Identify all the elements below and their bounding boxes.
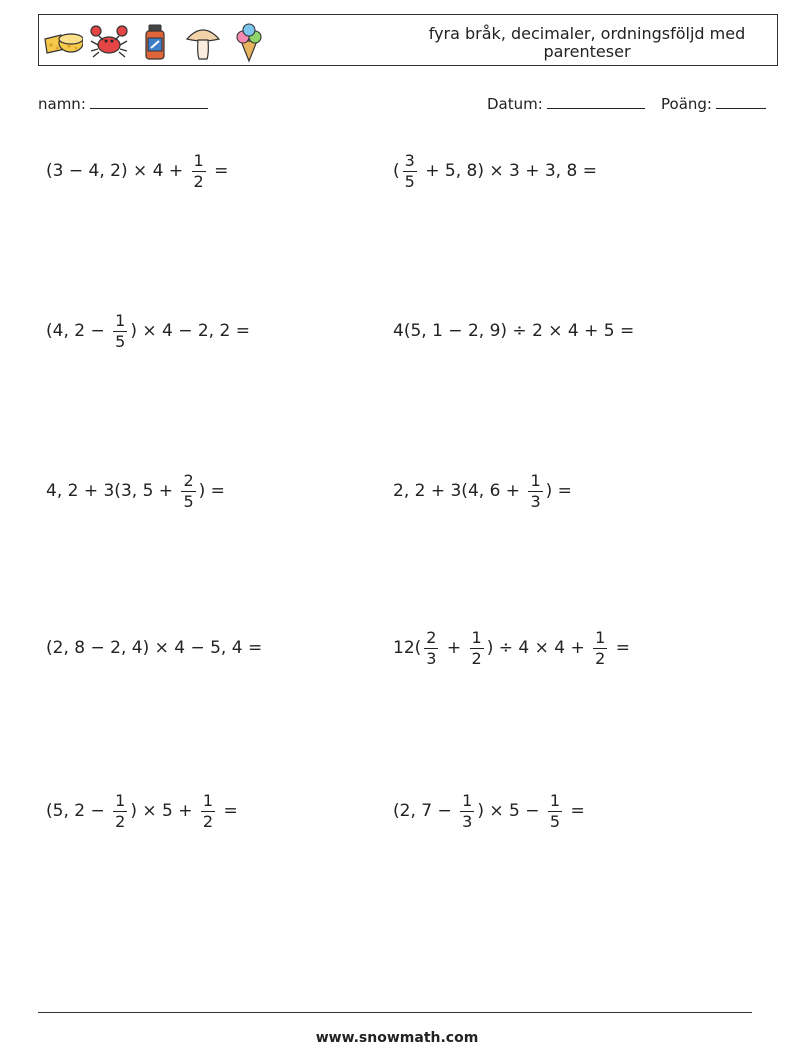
fraction-denominator: 5 (404, 171, 415, 191)
problem-5 (46, 463, 225, 519)
expression-text: ) ÷ 4 × 4 + (486, 638, 591, 658)
fraction (113, 311, 127, 352)
fraction-denominator: 3 (426, 648, 437, 668)
fraction (424, 628, 438, 669)
date-line[interactable] (547, 93, 645, 109)
expression-text: ) × 5 − (477, 801, 545, 821)
expression-text: 4, 2 + 3(3, 5 + (46, 481, 179, 501)
fraction-denominator: 2 (595, 648, 606, 668)
expression-text: ) = (545, 481, 572, 501)
fraction-numerator: 1 (549, 790, 561, 810)
problem-1 (46, 143, 228, 199)
problem-9 (46, 783, 238, 839)
expression-text: (2, 7 − (393, 801, 458, 821)
header-box (38, 14, 778, 66)
problem-10 (393, 783, 585, 839)
score-line[interactable] (716, 93, 766, 109)
problem-4 (393, 303, 634, 359)
fraction (113, 791, 127, 832)
fraction (403, 151, 417, 192)
fraction-numerator: 1 (595, 627, 606, 647)
expression-text: ) × 4 − 2, 2 = (130, 321, 250, 341)
name-label: namn: (38, 95, 86, 113)
fraction-numerator: 2 (183, 470, 194, 490)
ice-cream-icon (229, 21, 269, 63)
expression-text: (5, 2 − (46, 801, 111, 821)
expression-text: ) × 5 + (130, 801, 198, 821)
fraction-numerator: 1 (115, 790, 126, 810)
fraction (548, 791, 562, 832)
fraction-numerator: 1 (202, 790, 214, 810)
fraction-denominator: 3 (462, 811, 473, 831)
fraction-numerator: 3 (404, 150, 415, 170)
fraction (528, 471, 542, 512)
fraction-denominator: 2 (202, 811, 214, 831)
fraction-denominator: 5 (183, 491, 194, 511)
footer-url: www.snowmath.com (315, 1030, 479, 1046)
fraction-numerator: 1 (530, 470, 541, 490)
footer-rule (38, 1012, 752, 1013)
name-line[interactable] (90, 93, 208, 109)
worksheet-title: fyra bråk, decimaler, ordningsföljd med parenteser (428, 24, 746, 61)
expression-text: = (208, 161, 229, 181)
fraction-numerator: 1 (115, 310, 126, 330)
fraction-denominator: 2 (193, 171, 204, 191)
fraction (593, 628, 607, 669)
problem-3 (46, 303, 250, 359)
cheese-icon (43, 21, 83, 63)
fraction-numerator: 1 (193, 150, 204, 170)
fraction-numerator: 1 (471, 627, 482, 647)
fraction (460, 791, 474, 832)
name-field (38, 93, 208, 113)
expression-text: + 5, 8) × 3 + 3, 8 = (419, 161, 597, 181)
problem-2 (393, 143, 597, 199)
expression-text: = (565, 801, 585, 821)
expression-text: (3 − 4, 2) × 4 + (46, 161, 189, 181)
expression-text: 12( (393, 638, 422, 658)
expression-text: 4(5, 1 − 2, 9) ÷ 2 × 4 + 5 = (393, 321, 635, 341)
expression-text: 2, 2 + 3(4, 6 + (393, 481, 526, 501)
problem-7 (46, 620, 262, 676)
score-label: Poäng: (661, 95, 712, 113)
expression-text: (2, 8 − 2, 4) × 4 − 5, 4 = (46, 638, 263, 658)
crab-icon (89, 21, 129, 63)
expression-text: = (610, 638, 630, 658)
mushroom-icon (183, 21, 223, 63)
fraction (181, 471, 195, 512)
fraction (192, 151, 206, 192)
fraction-denominator: 5 (115, 331, 126, 351)
fraction (470, 628, 484, 669)
expression-text: ( (393, 161, 400, 181)
fraction-denominator: 2 (471, 648, 482, 668)
fraction-denominator: 2 (115, 811, 126, 831)
date-field (487, 93, 645, 113)
expression-text: = (218, 801, 238, 821)
fraction-numerator: 1 (462, 790, 473, 810)
score-field (661, 93, 766, 113)
fraction-denominator: 5 (549, 811, 561, 831)
expression-text: + (441, 638, 467, 658)
problem-6 (393, 463, 572, 519)
expression-text: (4, 2 − (46, 321, 111, 341)
date-label: Datum: (487, 95, 543, 113)
medicine-bottle-icon (135, 21, 175, 63)
fraction-denominator: 3 (530, 491, 541, 511)
expression-text: ) = (198, 481, 225, 501)
problem-8 (393, 620, 630, 676)
fraction-numerator: 2 (426, 627, 437, 647)
fraction (201, 791, 215, 832)
